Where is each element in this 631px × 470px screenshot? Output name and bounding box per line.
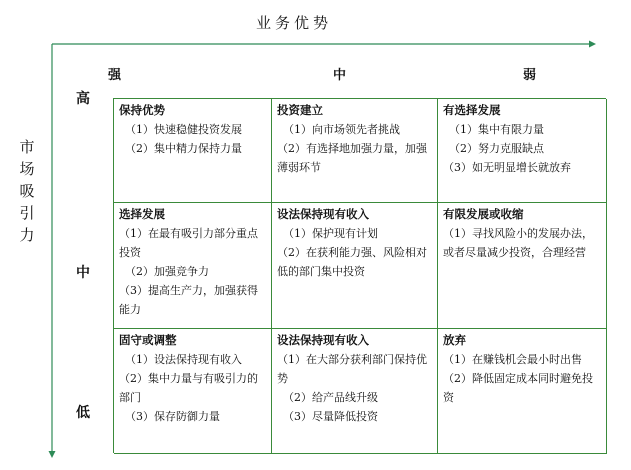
cell-medium-medium (272, 203, 438, 329)
x-axis-arrow (589, 41, 596, 48)
cell-title: 选择发展 (119, 207, 165, 221)
x-axis-title: 业务优势 (256, 14, 333, 32)
cell-item: （1）在赚钱机会最小时出售 (443, 353, 582, 366)
column-label-strong: 强 (108, 68, 122, 83)
y-axis-char: 力 (19, 226, 35, 244)
cell-low-medium (272, 329, 438, 454)
y-axis-char: 引 (19, 204, 35, 222)
cell-title: 保持优势 (119, 103, 165, 117)
y-axis-arrow (49, 451, 56, 458)
cell-item: （2）加强竞争力 (125, 265, 209, 278)
column-label-weak: 弱 (523, 68, 537, 83)
y-axis-char: 场 (19, 160, 35, 178)
cell-high-strong (114, 99, 272, 203)
y-axis-title (18, 136, 36, 246)
cell-title: 有限发展或收缩 (443, 207, 524, 221)
cell-item: （2）给产品线升级 (283, 391, 378, 404)
cell-item: （2）集中精力保持力量 (125, 142, 242, 155)
cell-item: （1）在最有吸引力部分重点投资 (119, 227, 258, 259)
cell-title: 投资建立 (277, 103, 323, 117)
cell-item: （2）集中力量与有吸引力的部门 (119, 372, 258, 404)
cell-item: （3）保存防御力量 (125, 410, 220, 423)
cell-title: 设法保持现有收入 (277, 333, 369, 347)
cell-high-medium (272, 99, 438, 203)
cell-medium-strong (114, 203, 272, 329)
cell-item: （1）集中有限力量 (449, 123, 544, 136)
cell-item: （1）设法保持现有收入 (125, 353, 242, 366)
cell-item: （2）努力克服缺点 (449, 142, 544, 155)
cell-high-weak (438, 99, 607, 203)
cell-low-strong (114, 329, 272, 454)
cell-item: （2）有选择地加强力量，加强薄弱环节 (277, 142, 427, 174)
cell-title: 设法保持现有收入 (277, 207, 369, 221)
row-label-high: 高 (76, 91, 90, 107)
cell-item: （1）寻找风险小的发展办法，或者尽量减少投资，合理经营 (443, 227, 593, 259)
y-axis-char: 吸 (19, 182, 35, 200)
cell-title: 有选择发展 (443, 103, 501, 117)
cell-item: （1）在大部分获利部门保持优势 (277, 353, 427, 385)
row-label-low: 低 (76, 405, 90, 421)
cell-item: （1）快速稳健投资发展 (125, 123, 242, 136)
cell-item: （1）保护现有计划 (283, 227, 378, 240)
cell-title: 固守或调整 (119, 333, 177, 347)
cell-item: （2）在获利能力强、风险相对低的部门集中投资 (277, 246, 427, 278)
y-axis-char: 市 (19, 138, 35, 156)
row-label-medium: 中 (76, 265, 90, 281)
cell-item: （3）如无明显增长就放弃 (443, 161, 571, 174)
cell-low-weak (438, 329, 607, 454)
column-label-medium: 中 (333, 68, 347, 83)
cell-item: （1）向市场领先者挑战 (283, 123, 400, 136)
cell-title: 放弃 (443, 333, 466, 347)
strategy-matrix (113, 98, 606, 453)
cell-item: （2）降低固定成本同时避免投资 (443, 372, 593, 404)
cell-item: （3）提高生产力，加强获得能力 (119, 284, 258, 316)
cell-item: （3）尽量降低投资 (283, 410, 378, 423)
cell-medium-weak (438, 203, 607, 329)
